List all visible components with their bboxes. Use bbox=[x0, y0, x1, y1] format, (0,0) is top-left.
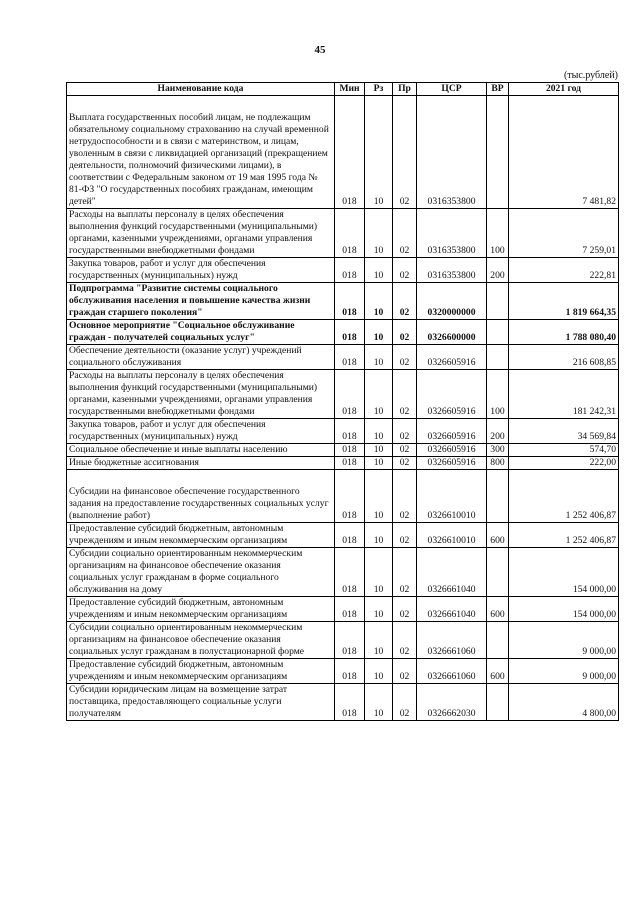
cell-pr: 02 bbox=[393, 258, 417, 283]
cell-min: 018 bbox=[335, 209, 365, 258]
cell-name: Субсидии на финансовое обеспечение государственного задания на предоставление государственных социальных услуг (выполнение работ) bbox=[67, 470, 335, 523]
cell-min: 018 bbox=[335, 444, 365, 457]
cell-amount: 1 252 406,87 bbox=[509, 470, 619, 523]
table-row bbox=[67, 370, 619, 419]
table-row bbox=[67, 209, 619, 258]
cell-rz: 10 bbox=[365, 370, 393, 419]
cell-rz: 10 bbox=[365, 258, 393, 283]
cell-name: Закупка товаров, работ и услуг для обеспечения государственных (муниципальных) нужд bbox=[67, 419, 335, 444]
cell-csr: 0326605916 bbox=[417, 457, 487, 470]
cell-rz: 10 bbox=[365, 419, 393, 444]
cell-amount: 222,00 bbox=[509, 457, 619, 470]
cell-vr: 100 bbox=[487, 209, 509, 258]
cell-pr: 02 bbox=[393, 470, 417, 523]
cell-csr: 0316353800 bbox=[417, 96, 487, 209]
cell-rz: 10 bbox=[365, 523, 393, 548]
cell-pr: 02 bbox=[393, 457, 417, 470]
cell-csr: 0326661040 bbox=[417, 597, 487, 622]
cell-vr: 600 bbox=[487, 523, 509, 548]
cell-min: 018 bbox=[335, 258, 365, 283]
table-row bbox=[67, 345, 619, 370]
table-row bbox=[67, 684, 619, 721]
cell-amount: 4 800,00 bbox=[509, 684, 619, 721]
table-row bbox=[67, 457, 619, 470]
cell-csr: 0326662030 bbox=[417, 684, 487, 721]
cell-rz: 10 bbox=[365, 96, 393, 209]
cell-amount: 7 481,82 bbox=[509, 96, 619, 209]
cell-vr: 100 bbox=[487, 370, 509, 419]
cell-min: 018 bbox=[335, 523, 365, 548]
cell-rz: 10 bbox=[365, 444, 393, 457]
cell-vr: 600 bbox=[487, 659, 509, 684]
table-row bbox=[67, 548, 619, 597]
table-row bbox=[67, 419, 619, 444]
cell-pr: 02 bbox=[393, 444, 417, 457]
table-header-row bbox=[67, 83, 619, 96]
cell-vr: 200 bbox=[487, 258, 509, 283]
page-number: 45 bbox=[314, 44, 326, 56]
cell-name: Закупка товаров, работ и услуг для обеспечения государственных (муниципальных) нужд bbox=[67, 258, 335, 283]
cell-name: Расходы на выплаты персоналу в целях обеспечения выполнения функций государственными (муниципальными) органами, казенными учреждениями, органами управления государственными внебюджетными фондами bbox=[67, 209, 335, 258]
cell-min: 018 bbox=[335, 548, 365, 597]
cell-csr: 0326661060 bbox=[417, 659, 487, 684]
cell-name: Субсидии социально ориентированным некоммерческим организациям на финансовое обеспечение оказания социальных услуг гражданам в форме социального обслуживания на дому bbox=[67, 548, 335, 597]
cell-name: Предоставление субсидий бюджетным, автономным учреждениям и иным некоммерческим организациям bbox=[67, 523, 335, 548]
cell-name: Иные бюджетные ассигнования bbox=[67, 457, 335, 470]
cell-amount: 1 819 664,35 bbox=[509, 283, 619, 320]
cell-rz: 10 bbox=[365, 659, 393, 684]
table-row bbox=[67, 96, 619, 209]
cell-pr: 02 bbox=[393, 523, 417, 548]
cell-min: 018 bbox=[335, 419, 365, 444]
cell-rz: 10 bbox=[365, 597, 393, 622]
cell-vr: 300 bbox=[487, 444, 509, 457]
cell-csr: 0326610010 bbox=[417, 470, 487, 523]
cell-min: 018 bbox=[335, 96, 365, 209]
table-row bbox=[67, 622, 619, 659]
cell-pr: 02 bbox=[393, 320, 417, 345]
cell-amount: 181 242,31 bbox=[509, 370, 619, 419]
cell-rz: 10 bbox=[365, 345, 393, 370]
header-rz: Рз bbox=[365, 83, 393, 96]
cell-pr: 02 bbox=[393, 659, 417, 684]
cell-amount: 574,70 bbox=[509, 444, 619, 457]
cell-csr: 0320000000 bbox=[417, 283, 487, 320]
cell-vr: 800 bbox=[487, 457, 509, 470]
cell-vr: 600 bbox=[487, 597, 509, 622]
cell-rz: 10 bbox=[365, 684, 393, 721]
cell-name: Субсидии юридическим лицам на возмещение затрат поставщика, предоставляющего социальные услуги получателям bbox=[67, 684, 335, 721]
cell-rz: 10 bbox=[365, 548, 393, 597]
header-name: Наименование кода bbox=[67, 83, 335, 96]
cell-pr: 02 bbox=[393, 419, 417, 444]
cell-amount: 7 259,01 bbox=[509, 209, 619, 258]
cell-vr bbox=[487, 283, 509, 320]
cell-name: Социальное обеспечение и иные выплаты населению bbox=[67, 444, 335, 457]
cell-vr bbox=[487, 548, 509, 597]
cell-min: 018 bbox=[335, 622, 365, 659]
cell-name: Основное мероприятие "Социальное обслуживание граждан - получателей социальных услуг" bbox=[67, 320, 335, 345]
cell-csr: 0326610010 bbox=[417, 523, 487, 548]
cell-csr: 0326605916 bbox=[417, 345, 487, 370]
cell-min: 018 bbox=[335, 457, 365, 470]
cell-pr: 02 bbox=[393, 96, 417, 209]
cell-vr bbox=[487, 345, 509, 370]
cell-name: Подпрограмма "Развитие системы социального обслуживания населения и повышение качества жизни граждан старшего поколения" bbox=[67, 283, 335, 320]
budget-table bbox=[66, 82, 619, 721]
cell-amount: 216 608,85 bbox=[509, 345, 619, 370]
cell-name: Предоставление субсидий бюджетным, автономным учреждениям и иным некоммерческим организациям bbox=[67, 659, 335, 684]
cell-pr: 02 bbox=[393, 345, 417, 370]
cell-pr: 02 bbox=[393, 548, 417, 597]
cell-min: 018 bbox=[335, 597, 365, 622]
table-row bbox=[67, 320, 619, 345]
cell-csr: 0326661040 bbox=[417, 548, 487, 597]
cell-name: Субсидии социально ориентированным некоммерческим организациям на финансовое обеспечение оказания социальных услуг гражданам в полустационарной форме bbox=[67, 622, 335, 659]
cell-csr: 0326605916 bbox=[417, 444, 487, 457]
cell-pr: 02 bbox=[393, 684, 417, 721]
cell-rz: 10 bbox=[365, 457, 393, 470]
cell-amount: 222,81 bbox=[509, 258, 619, 283]
cell-rz: 10 bbox=[365, 283, 393, 320]
cell-min: 018 bbox=[335, 684, 365, 721]
cell-amount: 9 000,00 bbox=[509, 622, 619, 659]
cell-pr: 02 bbox=[393, 597, 417, 622]
cell-rz: 10 bbox=[365, 622, 393, 659]
cell-csr: 0326600000 bbox=[417, 320, 487, 345]
cell-rz: 10 bbox=[365, 320, 393, 345]
cell-vr bbox=[487, 684, 509, 721]
cell-amount: 34 569,84 bbox=[509, 419, 619, 444]
cell-rz: 10 bbox=[365, 470, 393, 523]
cell-name: Выплата государственных пособий лицам, не подлежащим обязательному социальному страхованию на случай временной нетрудоспособности и в связи с материнством, и лицам, уволенным в связи с ликвидацией организаций (прекращением деятельности, полномочий физическими лицами), в соответствии с Федеральным законом от 19 мая 1995 года № 81-ФЗ "О государственных пособиях гражданам, имеющим детей" bbox=[67, 96, 335, 209]
cell-min: 018 bbox=[335, 470, 365, 523]
cell-amount: 1 252 406,87 bbox=[509, 523, 619, 548]
cell-vr: 200 bbox=[487, 419, 509, 444]
cell-pr: 02 bbox=[393, 209, 417, 258]
cell-amount: 9 000,00 bbox=[509, 659, 619, 684]
table-body bbox=[67, 96, 619, 721]
cell-amount: 154 000,00 bbox=[509, 597, 619, 622]
cell-min: 018 bbox=[335, 659, 365, 684]
cell-name: Обеспечение деятельности (оказание услуг) учреждений социального обслуживания bbox=[67, 345, 335, 370]
cell-csr: 0326661060 bbox=[417, 622, 487, 659]
cell-min: 018 bbox=[335, 320, 365, 345]
table-row bbox=[67, 597, 619, 622]
cell-pr: 02 bbox=[393, 283, 417, 320]
cell-min: 018 bbox=[335, 345, 365, 370]
cell-csr: 0326605916 bbox=[417, 370, 487, 419]
cell-csr: 0316353800 bbox=[417, 258, 487, 283]
cell-csr: 0316353800 bbox=[417, 209, 487, 258]
cell-amount: 1 788 080,40 bbox=[509, 320, 619, 345]
table-row bbox=[67, 659, 619, 684]
cell-vr bbox=[487, 96, 509, 209]
cell-vr bbox=[487, 622, 509, 659]
header-pr: Пр bbox=[393, 83, 417, 96]
header-min: Мин bbox=[335, 83, 365, 96]
cell-pr: 02 bbox=[393, 370, 417, 419]
table-row bbox=[67, 470, 619, 523]
cell-min: 018 bbox=[335, 370, 365, 419]
header-year: 2021 год bbox=[509, 83, 619, 96]
cell-vr bbox=[487, 320, 509, 345]
cell-vr bbox=[487, 470, 509, 523]
cell-pr: 02 bbox=[393, 622, 417, 659]
table-row bbox=[67, 444, 619, 457]
table-row bbox=[67, 523, 619, 548]
table-row bbox=[67, 283, 619, 320]
cell-min: 018 bbox=[335, 283, 365, 320]
cell-rz: 10 bbox=[365, 209, 393, 258]
header-vr: ВР bbox=[487, 83, 509, 96]
cell-name: Предоставление субсидий бюджетным, автономным учреждениям и иным некоммерческим организациям bbox=[67, 597, 335, 622]
units-label: (тыс.рублей) bbox=[563, 70, 618, 81]
cell-csr: 0326605916 bbox=[417, 419, 487, 444]
cell-name: Расходы на выплаты персоналу в целях обеспечения выполнения функций государственными (муниципальными) органами, казенными учреждениями, органами управления государственными внебюджетными фондами bbox=[67, 370, 335, 419]
table-row bbox=[67, 258, 619, 283]
header-csr: ЦСР bbox=[417, 83, 487, 96]
cell-amount: 154 000,00 bbox=[509, 548, 619, 597]
